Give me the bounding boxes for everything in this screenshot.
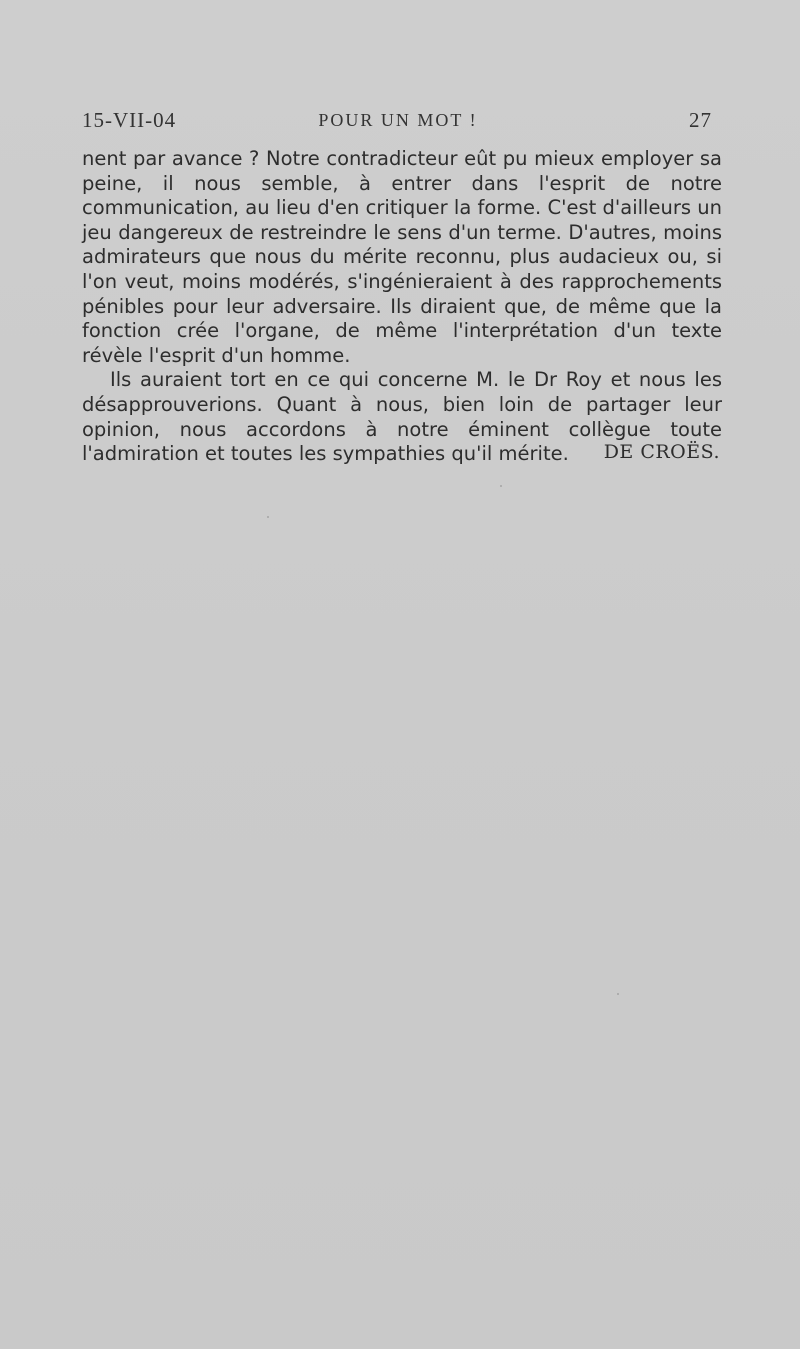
paper-speck <box>617 993 619 995</box>
paper-speck <box>267 516 269 518</box>
page-number: 27 <box>689 108 712 132</box>
paper-speck <box>500 485 502 487</box>
paragraph-2: Ils auraient tort en ce qui concerne M. le Dr Roy et nous les désapprouverions. Quant à nous, bien loin de partager leur opinion, nous accordons à notre éminent collègue toute l'admiration et toutes les sympathies qu'il mérite. <box>82 368 722 466</box>
signature: DE CROËS. <box>603 441 720 463</box>
header-date: 15-VII-04 <box>82 108 177 132</box>
header-title: POUR UN MOT ! <box>318 110 478 130</box>
running-header <box>82 108 714 138</box>
paragraph-1: nent par avance ? Notre contradicteur eût pu mieux employer sa peine, il nous semble, à entrer dans l'esprit de notre communication, au lieu d'en critiquer la forme. C'est d'ailleurs un jeu dangereux de restreindre le sens d'un terme. D'autres, moins admirateurs que nous du mérite reconnu, plus audacieux ou, si l'on veut, moins modérés, s'ingénieraient à des rapprochements pénibles pour leur adversaire. Ils diraient que, de même que la fonction crée l'organe, de même l'interprétation d'un texte révèle l'esprit d'un homme. <box>82 147 722 367</box>
body-text <box>82 147 722 467</box>
